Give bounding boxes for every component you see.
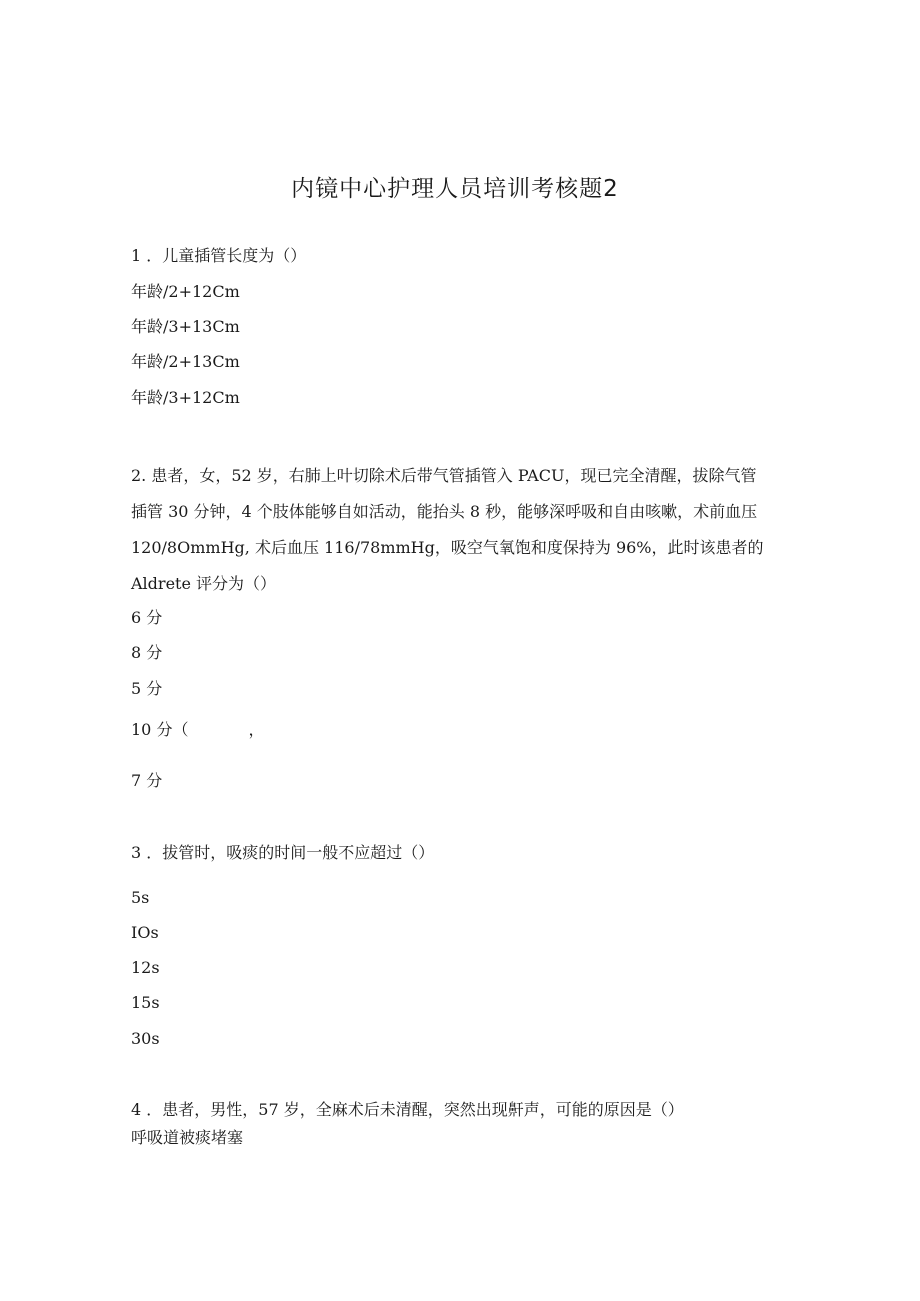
- question-4-stem: 4 ．患者，男性，57 岁，全麻术后未清醒，突然出现鼾声，可能的原因是（）: [131, 1100, 684, 1119]
- question-1-option-c: 年龄/2+13Cm: [131, 352, 240, 371]
- question-3-option-a: 5s: [131, 888, 150, 907]
- question-4-option-a: 呼吸道被痰堵塞: [131, 1128, 244, 1147]
- question-2-option-e: 7 分: [131, 771, 163, 790]
- question-3-option-c: 12s: [131, 958, 160, 977]
- question-2-option-a: 6 分: [131, 608, 163, 627]
- question-3-option-d: 15s: [131, 993, 160, 1012]
- question-2-option-c: 5 分: [131, 679, 163, 698]
- question-1-option-b: 年龄/3+13Cm: [131, 317, 240, 336]
- question-3-stem: 3 ．拔管时，吸痰的时间一般不应超过（）: [131, 843, 435, 862]
- question-1-stem: 1 ．儿童插管长度为（）: [131, 246, 307, 265]
- question-2-stem-line: Aldrete 评分为（）: [131, 574, 277, 593]
- question-2-stem-line: 120/8OmmHg, 术后血压 116∕78mmHg，吸空气氧饱和度保持为 96%，此时该患者的: [131, 538, 764, 557]
- question-3-option-e: 30s: [131, 1029, 160, 1048]
- question-2-option-b: 8 分: [131, 643, 163, 662]
- question-2-option-d-suffix: ，: [248, 720, 265, 739]
- question-3-option-b: IOs: [131, 923, 159, 942]
- question-2-option-d: [131, 720, 264, 740]
- question-2-option-d-text: 10 分（: [131, 720, 189, 739]
- document-title: 内镜中心护理人员培训考核题2: [291, 176, 619, 202]
- question-1-option-a: 年龄/2+12Cm: [131, 282, 240, 301]
- question-2-stem: [131, 458, 791, 602]
- question-2-stem-line: 插管 30 分钟，4 个肢体能够自如活动，能抬头 8 秒，能够深呼吸和自由咳嗽，术前血压: [131, 502, 758, 521]
- question-1-option-d: 年龄/3+12Cm: [131, 388, 240, 407]
- question-2-stem-line: 2. 患者，女，52 岁，右肺上叶切除术后带气管插管入 PACU，现已完全清醒，拔除气管: [131, 466, 757, 485]
